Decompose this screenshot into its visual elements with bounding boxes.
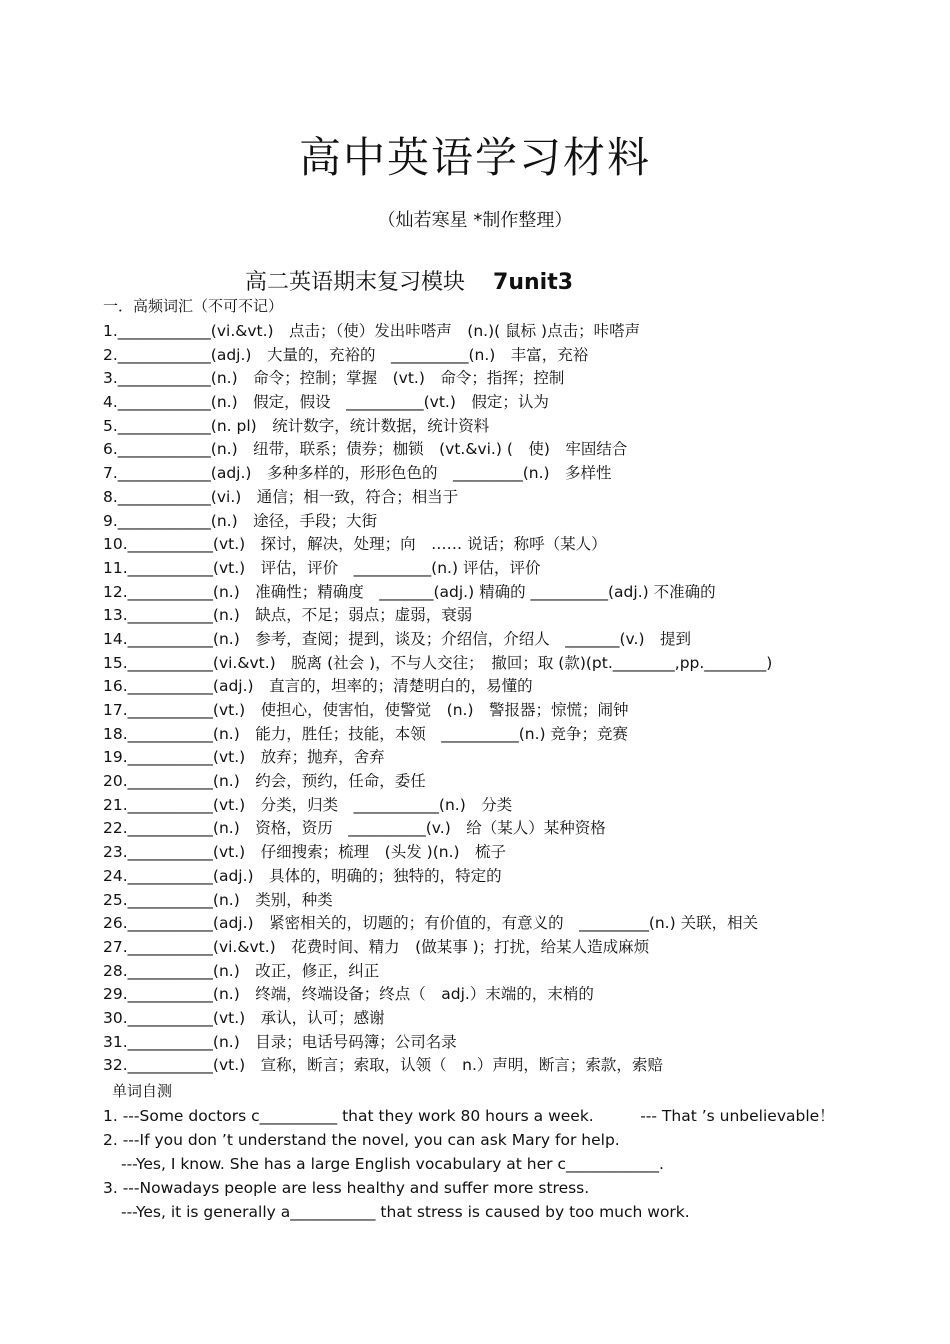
section-heading: 一．高频词汇（不可不记）	[103, 297, 284, 315]
vocab-item: 26.___________(adj.) 紧密相关的，切题的；有价值的，有意义的 _________(n.) 关联，相关	[103, 914, 759, 933]
vocab-item: 14.___________(n.) 参考，查阅；提到，谈及；介绍信，介绍人 _______(v.) 提到	[103, 629, 691, 648]
vocab-item: 10.___________(vt.) 探讨，解决，处理；向 …… 说话；称呼（某人）	[103, 535, 607, 554]
quiz-line: 3. ---Nowadays people are less healthy and suffer more stress.	[103, 1179, 590, 1197]
vocab-item: 5.____________(n. pl) 统计数字，统计数据，统计资料	[103, 416, 490, 435]
vocab-item: 2.____________(adj.) 大量的，充裕的 __________(n.) 丰富，充裕	[103, 345, 589, 364]
vocab-item: 7.____________(adj.) 多种多样的，形形色色的 _________(n.) 多样性	[103, 464, 612, 483]
module-heading	[245, 266, 573, 300]
vocab-item: 27.___________(vi.&vt.) 花费时间、精力 (做某事 )；打扰，给某人造成麻烦	[103, 937, 650, 956]
vocab-item: 32.___________(vt.) 宣称，断言；索取，认领（ n.）声明，断言；索款，索赔	[103, 1056, 663, 1075]
vocab-list	[103, 320, 863, 1078]
vocab-item: 11.___________(vt.) 评估，评价 __________(n.) 评估，评价	[103, 558, 541, 577]
vocab-item: 3.____________(n.) 命令；控制；掌握 (vt.) 命令；指挥；控制	[103, 369, 565, 388]
quiz-line: 2. ---If you don ’t understand the novel, you can ask Mary for help.	[103, 1131, 620, 1149]
vocab-item: 18.___________(n.) 能力，胜任；技能，本领 __________(n.) 竞争；竞赛	[103, 724, 629, 743]
vocab-item: 6.____________(n.) 纽带，联系；债券；枷锁 (vt.&vi.) ( 使) 牢固结合	[103, 440, 628, 459]
vocab-item: 15.___________(vi.&vt.) 脱离 (社会 )，不与人交往； 撤回；取 (款)(pt.________,pp.________)	[103, 653, 773, 672]
quiz-list	[103, 1104, 883, 1224]
vocab-item: 17.___________(vt.) 使担心，使害怕，使警觉 (n.) 警报器；惊慌；闹钟	[103, 701, 629, 719]
quiz-heading: 单词自测	[112, 1082, 173, 1100]
vocab-item: 30.___________(vt.) 承认，认可；感谢	[103, 1008, 385, 1027]
vocab-item: 23.___________(vt.) 仔细搜索；梳理 (头发 )(n.) 梳子	[103, 843, 507, 862]
quiz-line: ---Yes, it is generally a___________ that stress is caused by too much work.	[121, 1203, 690, 1221]
vocab-item: 16.___________(adj.) 直言的，坦率的；清楚明白的，易懂的	[103, 677, 533, 696]
vocab-item: 31.___________(n.) 目录；电话号码簿；公司名录	[103, 1032, 457, 1051]
vocab-item: 24.___________(adj.) 具体的，明确的；独特的，特定的	[103, 866, 502, 885]
quiz-line: 1. ---Some doctors c__________ that they work 80 hours a week. --- That ’s unbelievable！	[103, 1107, 835, 1125]
vocab-item: 9.____________(n.) 途径，手段；大街	[103, 511, 378, 530]
vocab-item: 29.___________(n.) 终端，终端设备；终点（ adj.）末端的，末梢的	[103, 985, 594, 1004]
page-subtitle: （灿若寒星 *制作整理）	[377, 210, 573, 231]
vocab-item: 25.___________(n.) 类别，种类	[103, 890, 333, 909]
vocab-item: 28.___________(n.) 改正，修正，纠正	[103, 961, 380, 980]
module-title: 高二英语期末复习模块	[245, 270, 466, 295]
vocab-item: 20.___________(n.) 约会，预约，任命，委任	[103, 772, 426, 791]
vocab-item: 4.____________(n.) 假定，假设 __________(vt.) 假定；认为	[103, 393, 549, 412]
quiz-line: ---Yes, I know. She has a large English vocabulary at her c____________.	[121, 1155, 664, 1173]
vocab-item: 22.___________(n.) 资格，资历 __________(v.) 给（某人）某种资格	[103, 819, 606, 838]
page-title: 高中英语学习材料	[298, 133, 651, 182]
vocab-item: 12.___________(n.) 准确性；精确度 _______(adj.) 精确的 __________(adj.) 不准确的	[103, 582, 716, 601]
vocab-item: 21.___________(vt.) 分类，归类 ___________(n.) 分类	[103, 795, 513, 814]
module-code: 7unit3	[493, 270, 574, 295]
vocab-item: 19.___________(vt.) 放弃；抛弃，舍弃	[103, 748, 385, 767]
vocab-item: 8.____________(vi.) 通信；相一致，符合；相当于	[103, 487, 459, 506]
vocab-item: 13.___________(n.) 缺点，不足；弱点；虚弱，衰弱	[103, 606, 473, 625]
vocab-item: 1.____________(vi.&vt.) 点击；（使）发出咔嗒声 (n.)( 鼠标 )点击；咔嗒声	[103, 322, 641, 340]
